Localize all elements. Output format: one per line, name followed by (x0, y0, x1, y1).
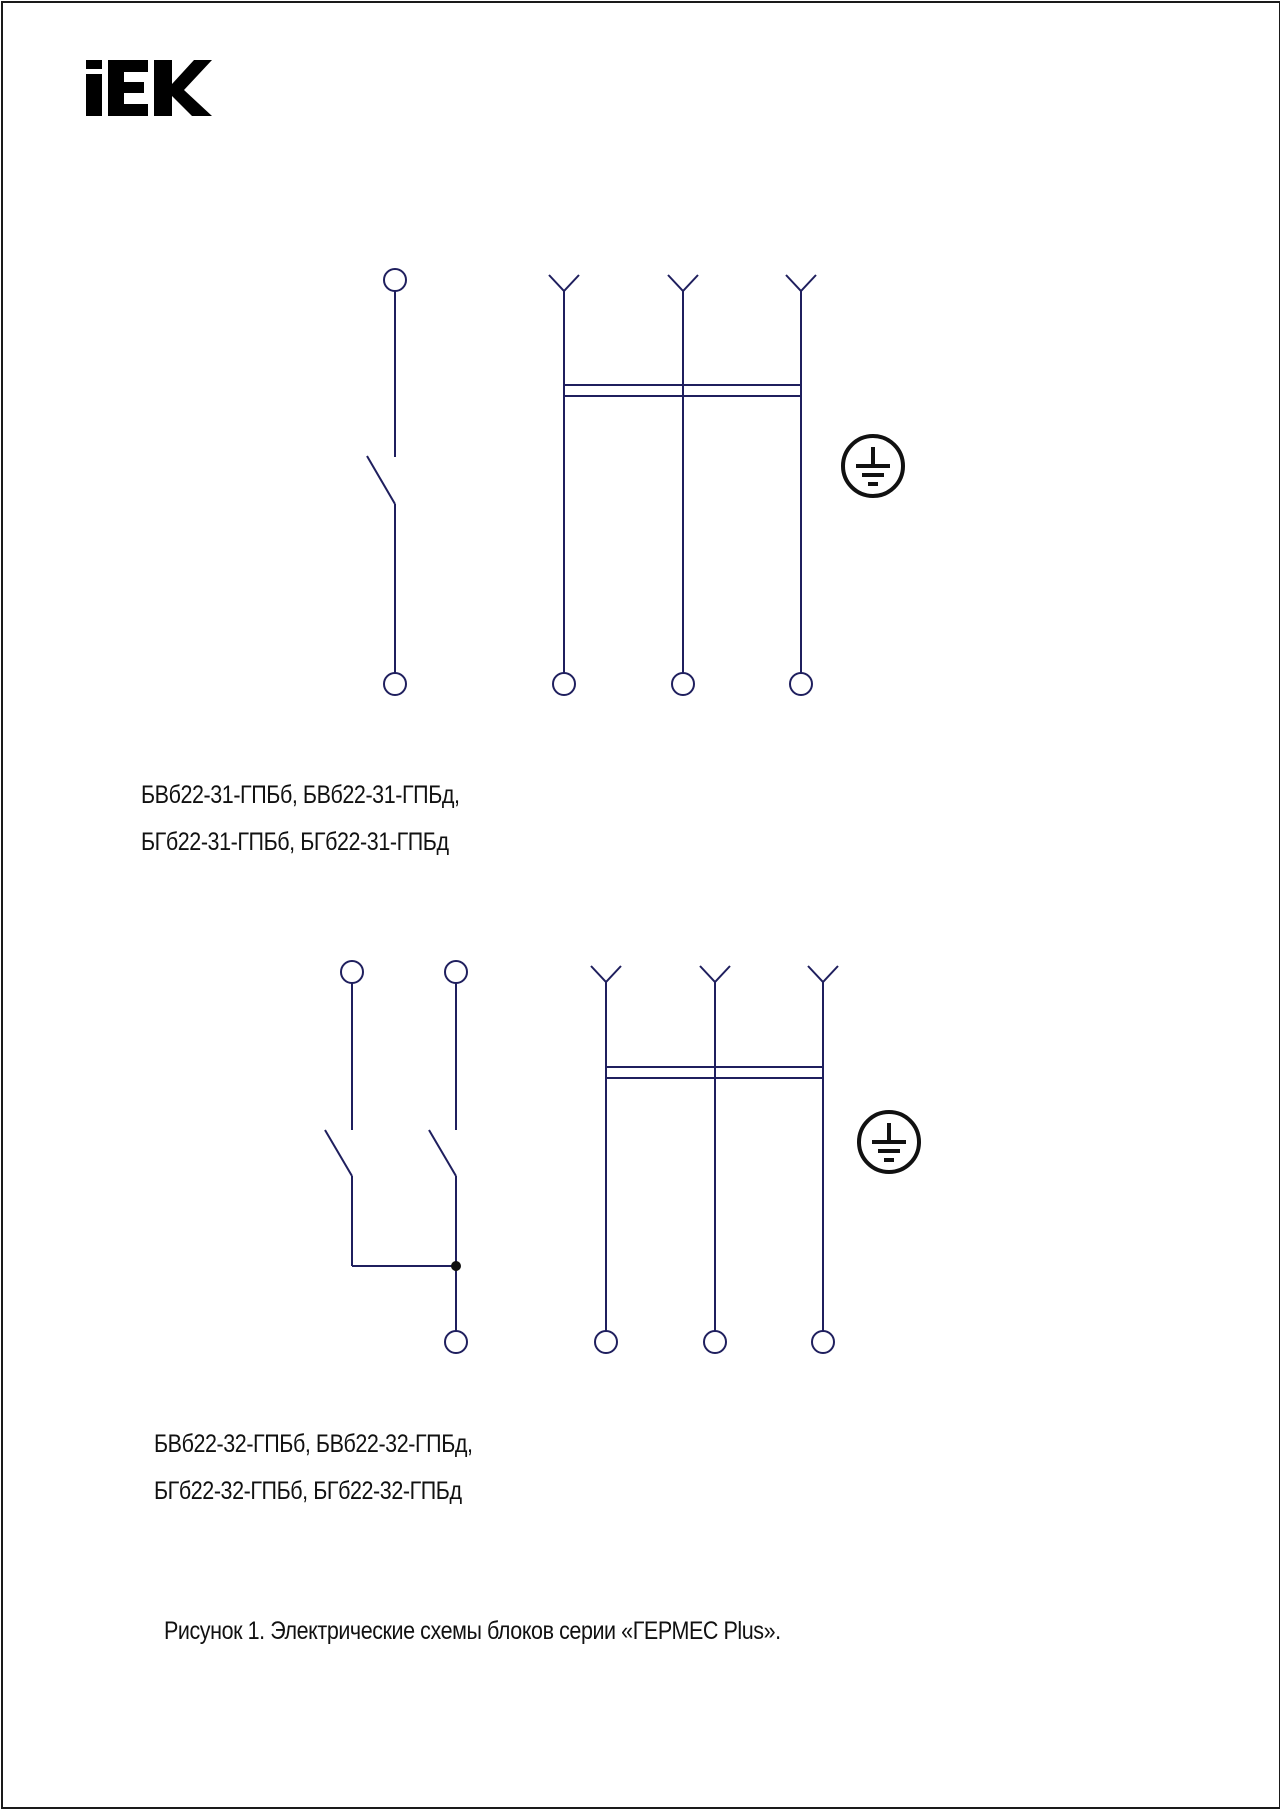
diagram-2-caption-line1: БВб22-32-ГПБб, БВб22-32-ГПБд, (154, 1430, 473, 1458)
diagram-2-power-terminals (591, 966, 838, 1353)
diagram-1-caption-line2: БГб22-31-ГПБб, БГб22-31-ГПБд (141, 828, 449, 856)
diagram-2-switch-contacts (325, 961, 467, 1353)
diagram-1-switch-contact (367, 269, 406, 695)
diagram-1-power-terminals (549, 275, 816, 695)
figure-caption: Рисунок 1. Электрические схемы блоков серии «ГЕРМЕС Plus». (164, 1617, 781, 1645)
diagram-1-caption-line1: БВб22-31-ГПБб, БВб22-31-ГПБд, (141, 781, 460, 809)
junction-dot (451, 1261, 461, 1271)
diagram-2-caption-line2: БГб22-32-ГПБб, БГб22-32-ГПБд (154, 1477, 462, 1505)
ground-icon (843, 436, 903, 496)
ground-icon (859, 1112, 919, 1172)
